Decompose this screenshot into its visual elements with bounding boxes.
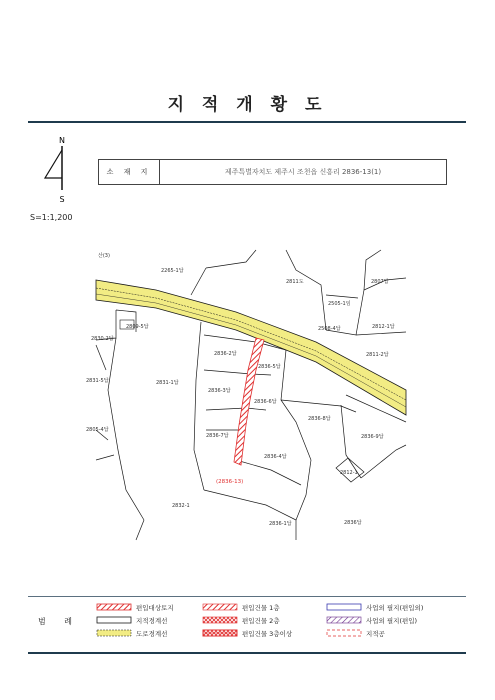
- location-value: 제주특별자치도 제주시 조천읍 신흥리 2836-13(1): [224, 168, 382, 176]
- parcel-label: 2807답: [371, 279, 389, 285]
- legend-outside-incorporated: [326, 615, 417, 625]
- legend-title: 범 례: [38, 617, 80, 626]
- parcel-label: 2836-8답: [308, 416, 331, 422]
- parcel-label: 산(3): [98, 253, 110, 259]
- legend-label: 사업외 필지(편입): [366, 616, 418, 625]
- legend-cadastral-line: [96, 615, 167, 625]
- parcel-label: 2836-5답: [258, 364, 281, 370]
- target-parcel-label: (2836-13): [216, 479, 244, 485]
- parcel-label: 2836-2답: [214, 351, 237, 357]
- legend-swatch-road: [96, 629, 132, 637]
- parcel-label: 2265-1답: [161, 268, 184, 274]
- parcel-label: 2836-6답: [254, 399, 277, 405]
- south-label: S: [59, 195, 65, 204]
- parcel-label: 2809-5답: [126, 324, 149, 330]
- parcel-label: 2505-1임: [328, 301, 351, 307]
- parcel-label: 2812-1: [340, 470, 358, 476]
- legend-cadastral-void: [326, 628, 385, 638]
- north-arrow-icon: [40, 134, 80, 204]
- legend-top-rule: [28, 596, 466, 597]
- parcel-label: 2811-2답: [366, 352, 389, 358]
- parcel-label: 2836-9답: [361, 434, 384, 440]
- parcel-label: 2836-3답: [208, 388, 231, 394]
- legend-label: 도로경계선: [136, 629, 168, 638]
- legend-swatch-outside: [326, 603, 362, 611]
- legend-swatch-building-3f: [202, 629, 238, 637]
- legend-label: 지적공: [366, 629, 385, 638]
- parcel-label: 2836답: [344, 520, 362, 526]
- scale-label: S=1:1,200: [30, 213, 73, 222]
- legend-target-land: [96, 602, 174, 612]
- parcel-label: 2812-1답: [372, 324, 395, 330]
- legend-swatch-building-2f: [202, 616, 238, 624]
- parcel-label: 2811도: [286, 279, 304, 285]
- parcel-label: 2830-2답: [91, 336, 114, 342]
- parcel-label: 2805-4답: [86, 427, 109, 433]
- parcel-label: 2831-1답: [156, 380, 179, 386]
- parcel-label: 2508-4답: [318, 326, 341, 332]
- legend-outside-unincorporated: [326, 602, 423, 612]
- location-label: 소 재 지: [99, 160, 160, 184]
- parcel-label: 2836-4답: [264, 454, 287, 460]
- legend-label: 편입건물 3층이상: [242, 629, 293, 638]
- page-title: 지 적 개 황 도: [167, 95, 328, 115]
- legend-building-2f: [202, 615, 280, 625]
- location-table: [98, 159, 447, 185]
- page-bottom-rule: [28, 652, 466, 654]
- legend-label: 편입건물 2층: [242, 616, 280, 625]
- cadastral-map: [86, 250, 406, 540]
- legend-building-3f: [202, 628, 292, 638]
- parcel-label: 2831-5답: [86, 378, 109, 384]
- legend-label: 지적경계선: [136, 616, 168, 625]
- parcel-label: 2836-7답: [206, 433, 229, 439]
- parcel-label: 2836-1답: [269, 521, 292, 527]
- legend-swatch-building-1f: [202, 603, 238, 611]
- legend-swatch-void: [326, 629, 362, 637]
- legend-building-1f: [202, 602, 280, 612]
- north-arrow-head: [45, 150, 62, 178]
- title-underline: [28, 121, 466, 123]
- legend-swatch-cadastral: [96, 616, 132, 624]
- legend-label: 편입건물 1층: [242, 603, 280, 612]
- north-label: N: [59, 136, 65, 145]
- legend-road-line: [96, 628, 167, 638]
- legend-swatch-outside-incl: [326, 616, 362, 624]
- legend-label: 편입대상토지: [136, 603, 174, 612]
- legend-label: 사업외 필지(편입외): [366, 603, 424, 612]
- legend-swatch-target: [96, 603, 132, 611]
- parcel-label: 2832-1: [172, 503, 190, 509]
